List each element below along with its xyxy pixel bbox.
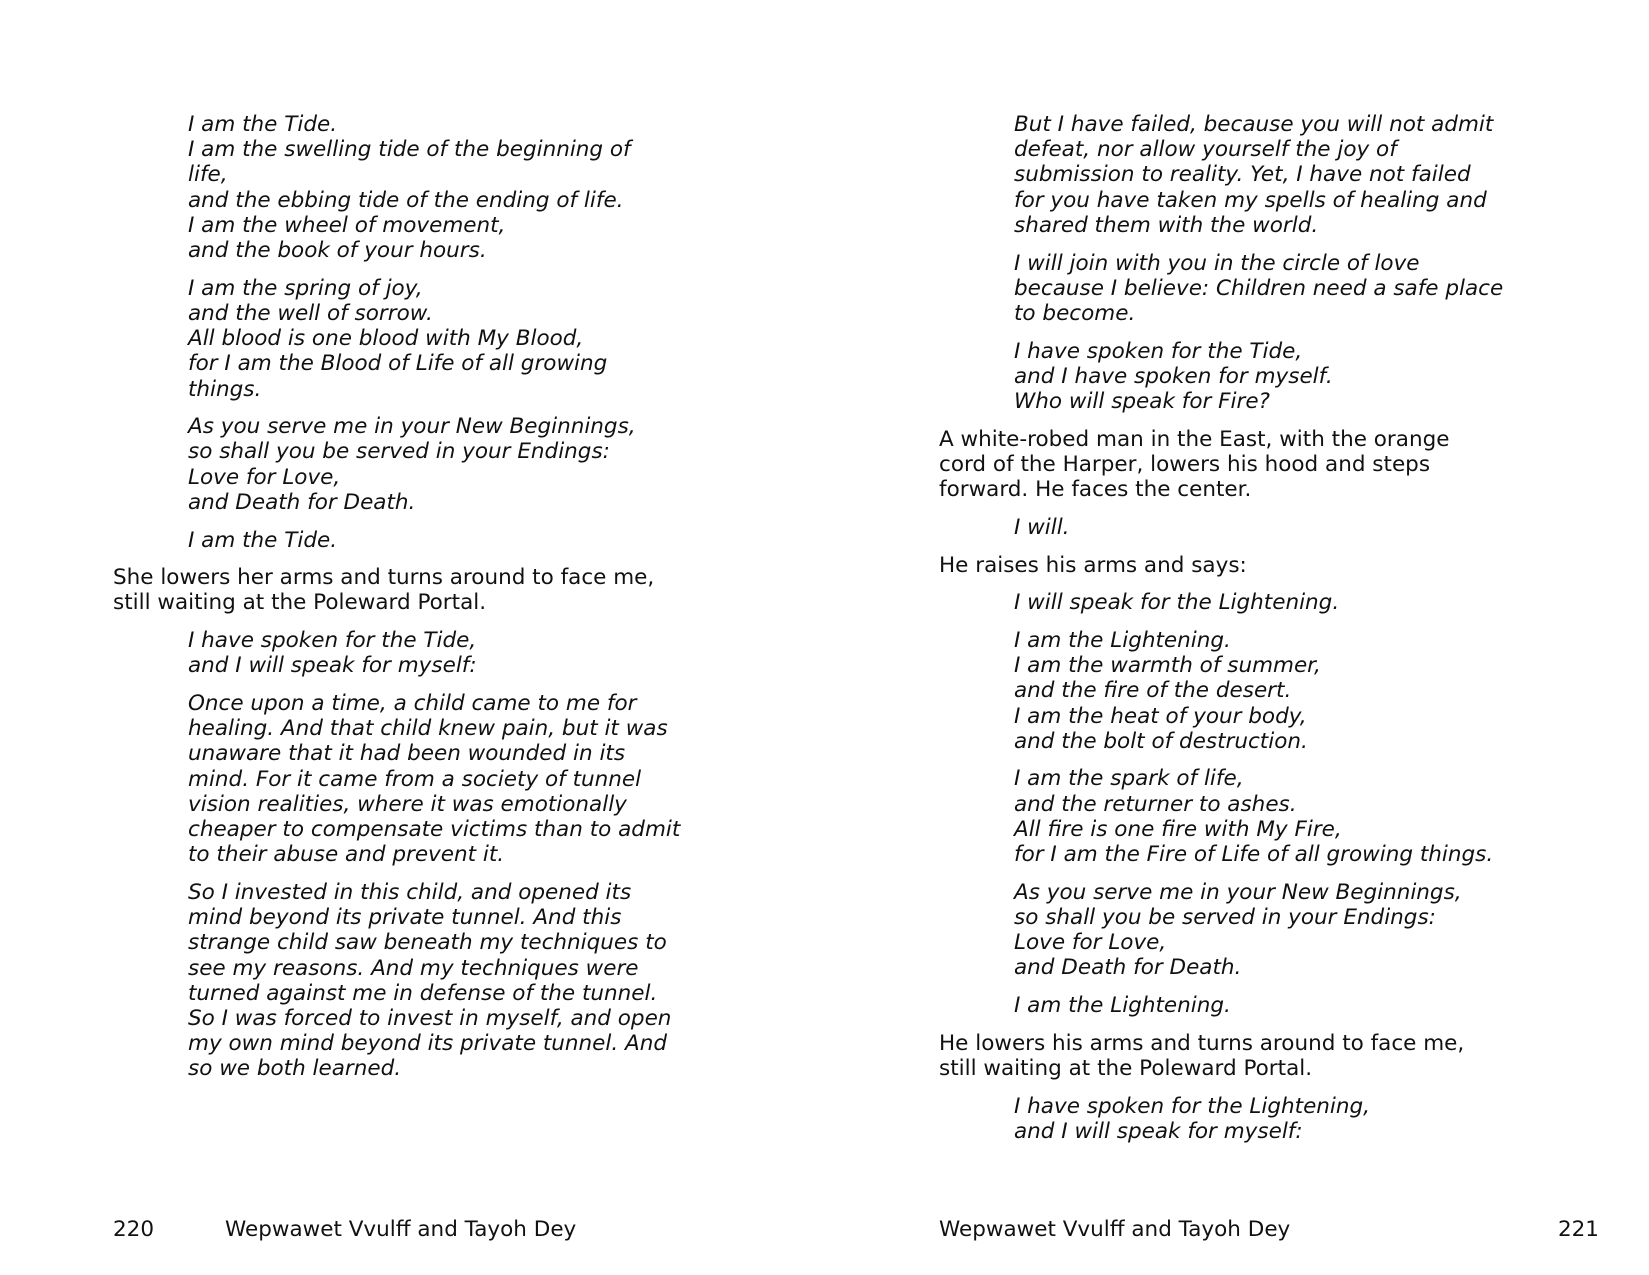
page-number: 220 (113, 1217, 155, 1242)
verse-paragraph: I have spoken for the Tide, and I will speak for myself: (188, 628, 477, 679)
verse-paragraph: I have spoken for the Lightening, and I will speak for myself: (1014, 1093, 1371, 1144)
running-head: Wepwawet Vvulff and Tayoh Dey (939, 1217, 1291, 1242)
verse-paragraph: I will join with you in the circle of love because I believe: Children need a safe place to become. (1014, 250, 1504, 326)
verse-paragraph: I am the spark of life, and the returner to ashes. All fire is one fire with My Fire, for I am the Fire of Life of all growing things. (1014, 766, 1494, 868)
running-head: Wepwawet Vvulff and Tayoh Dey (225, 1217, 577, 1242)
verse-paragraph: I will speak for the Lightening. (1014, 590, 1340, 616)
right-page-text (939, 112, 1599, 1157)
verse-paragraph: I am the Tide. (188, 527, 338, 553)
prose-paragraph: He raises his arms and says: (939, 552, 1247, 578)
verse-paragraph: I am the Lightening. I am the warmth of summer, and the fire of the desert. I am the heat of your body, and the bolt of destruction. (1014, 627, 1321, 754)
right-page (824, 0, 1649, 1275)
prose-paragraph: A white-robed man in the East, with the orange cord of the Harper, lowers his hood and steps forward. He faces the center. (939, 426, 1450, 503)
prose-paragraph: He lowers his arms and turns around to face me, still waiting at the Poleward Portal. (939, 1030, 1465, 1081)
verse-paragraph: I have spoken for the Tide, and I have spoken for myself. Who will speak for Fire? (1014, 338, 1333, 415)
page-number: 221 (1557, 1217, 1599, 1242)
verse-paragraph: I am the Lightening. (1014, 993, 1231, 1019)
verse-paragraph: But I have failed, because you will not admit defeat, nor allow yourself the joy of submission to reality. Yet, I have not failed for you have taken my spells of healing and shared them with the world. (1014, 112, 1494, 238)
verse-paragraph: I am the Tide. I am the swelling tide of the beginning of life, and the ebbing tide of the ending of life. I am the wheel of movement, and the book of your hours. (188, 112, 631, 264)
verse-paragraph: Once upon a time, a child came to me for healing. And that child knew pain, but it was unaware that it had been wounded in its mind. For it came from a society of tunnel vision realities, where it was emotionally cheaper to compensate victims than to admit to their abuse and prevent it. (188, 691, 681, 868)
verse-paragraph: As you serve me in your New Beginnings, so shall you be served in your Endings: Love for Love, and Death for Death. (188, 414, 636, 515)
verse-paragraph: I will. (1014, 514, 1070, 540)
left-page-text (113, 112, 733, 1094)
verse-paragraph: As you serve me in your New Beginnings, so shall you be served in your Endings: Love for Love, and Death for Death. (1014, 879, 1462, 981)
prose-paragraph: She lowers her arms and turns around to face me, still waiting at the Poleward Portal. (113, 565, 655, 616)
verse-paragraph: I am the spring of joy, and the well of sorrow. All blood is one blood with My Blood, for I am the Blood of Life of all growing things. (188, 275, 608, 402)
left-page (0, 0, 824, 1275)
verse-paragraph: So I invested in this child, and opened its mind beyond its private tunnel. And this strange child saw beneath my techniques to see my reasons. And my techniques were turned against me in defense of the tunnel. So I was forced to invest in myself, and open my own mind beyond its private tunnel. And so we both learned. (188, 879, 672, 1082)
